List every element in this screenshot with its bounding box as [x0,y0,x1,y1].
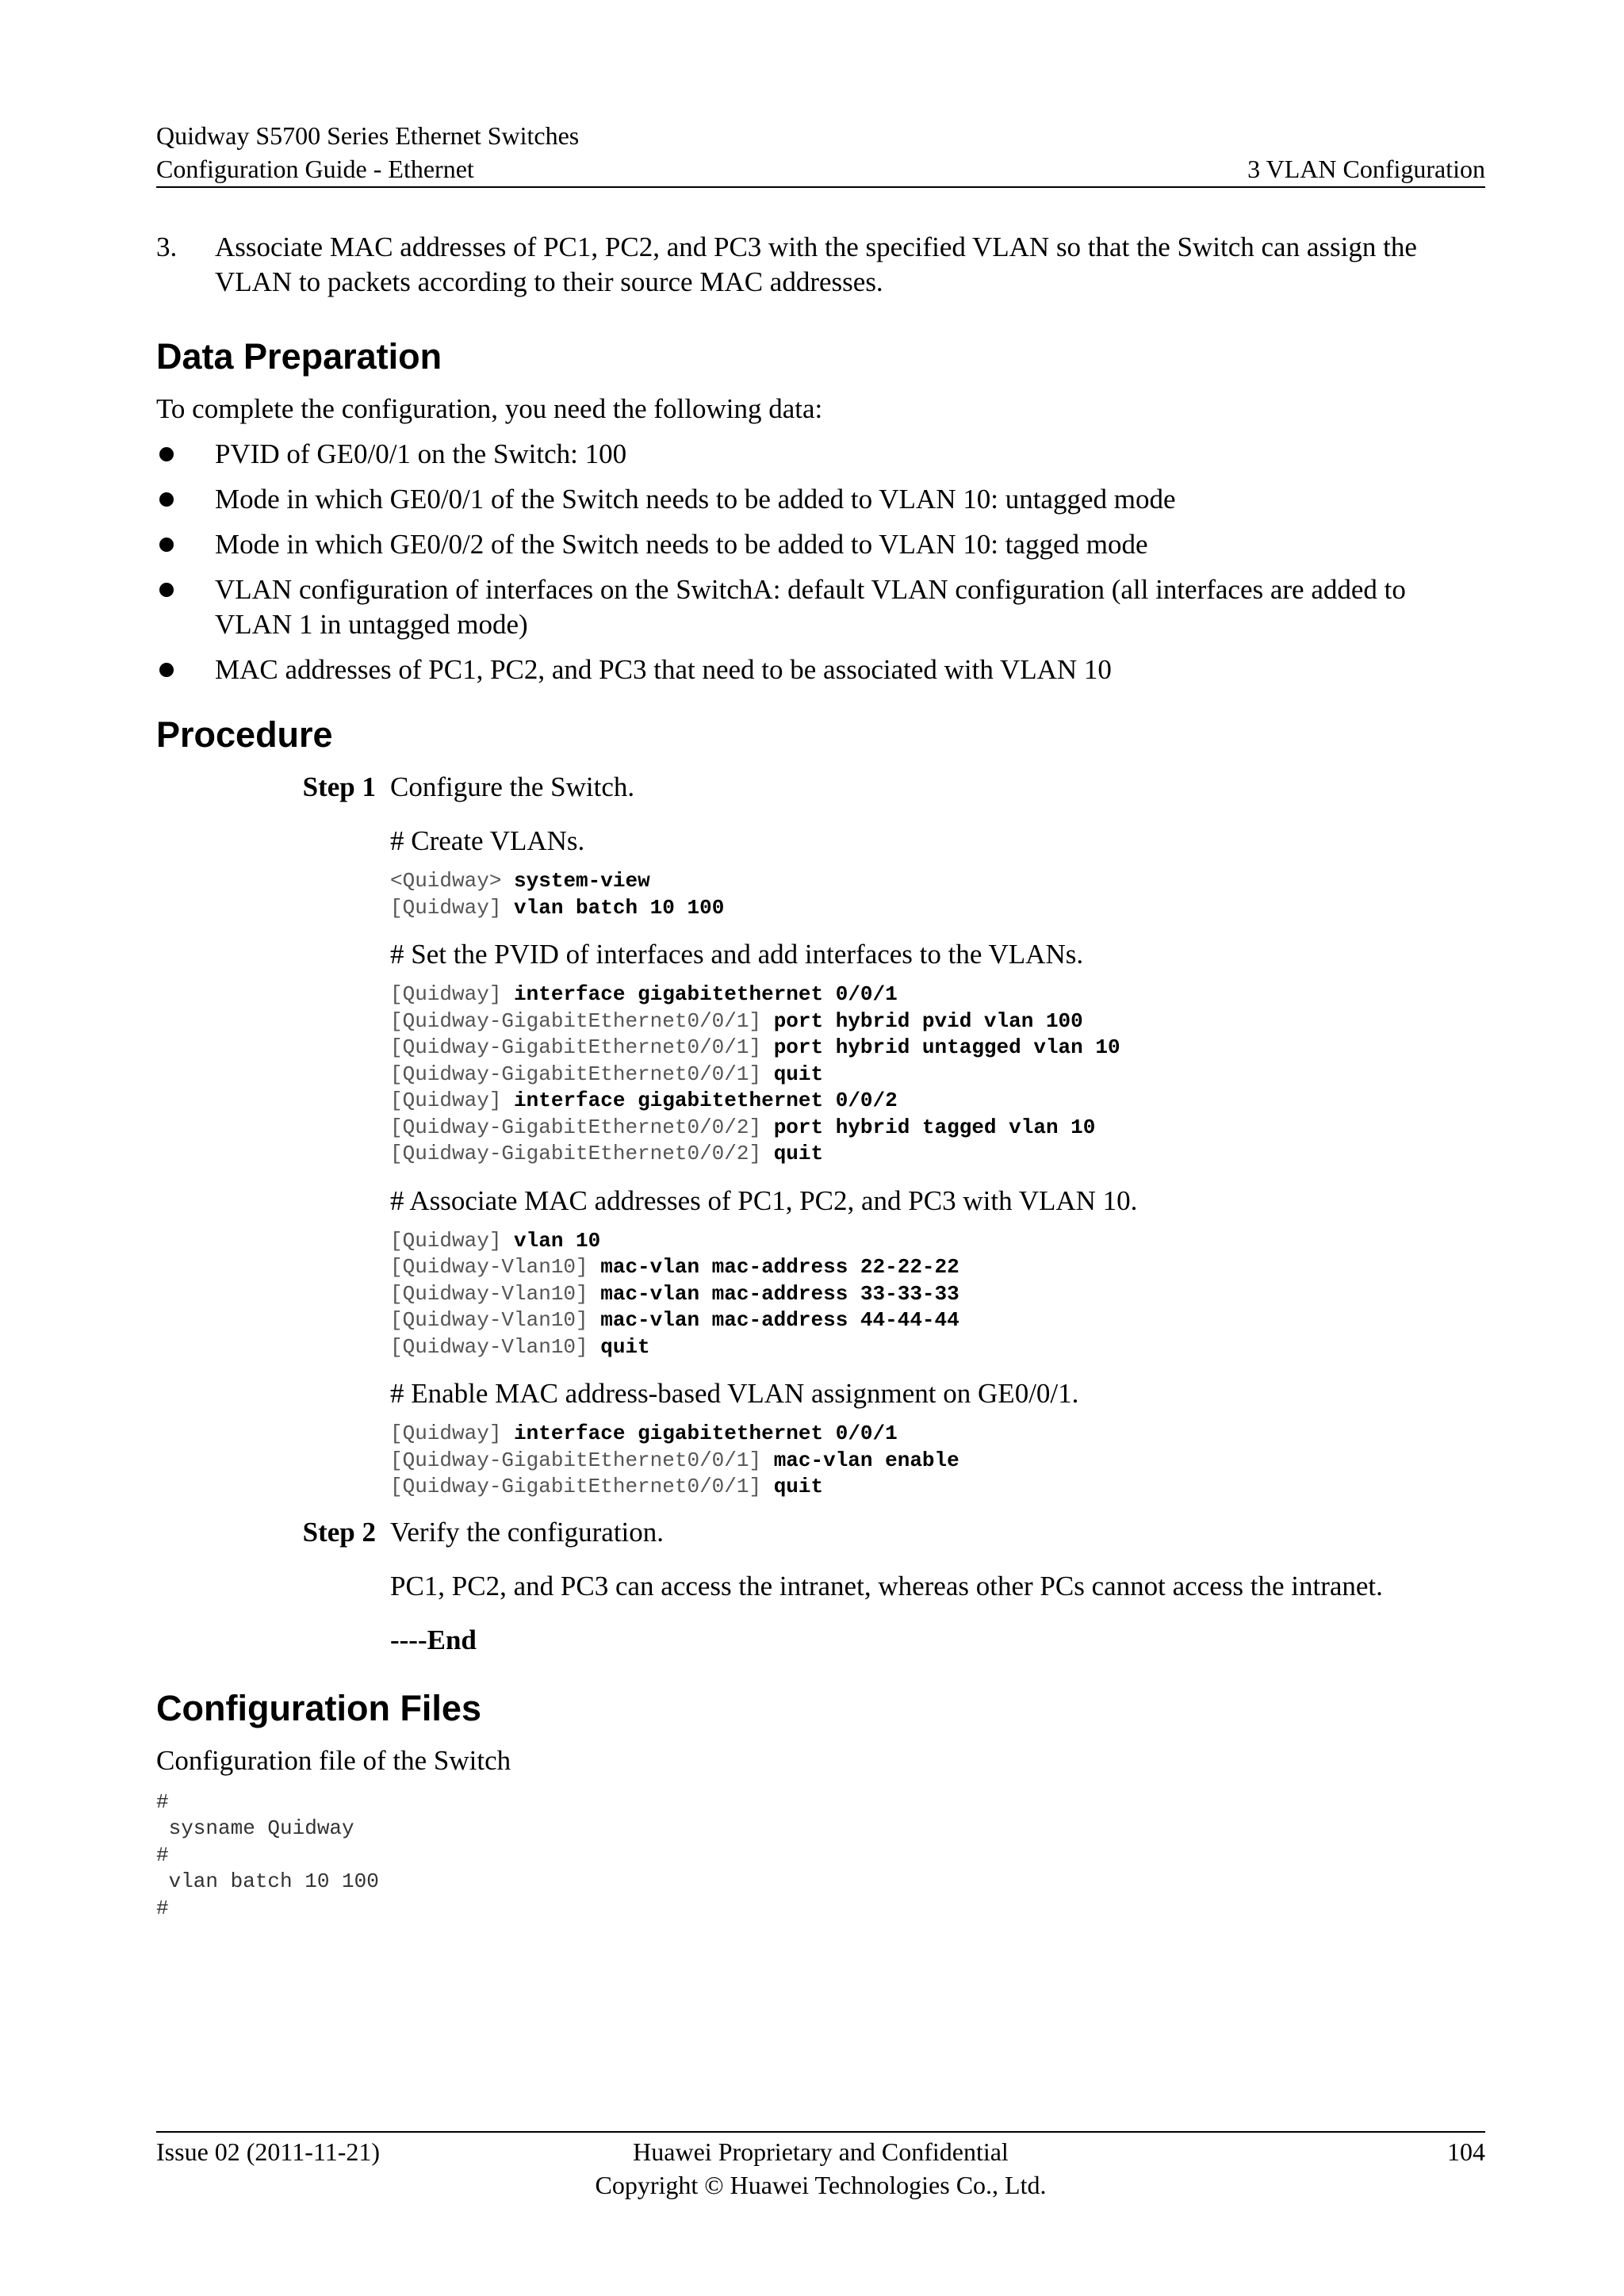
header-guide: Configuration Guide - Ethernet [156,155,474,183]
bullet-icon [159,447,174,461]
comment-enable-mac-vlan: # Enable MAC address-based VLAN assignment on GE0/0/1. [390,1378,1079,1409]
step-2-text: Verify the configuration. [390,1516,665,1548]
header-product: Quidway S5700 Series Ethernet Switches [156,121,580,150]
code-block-create-vlans: <Quidway> system-view [Quidway] vlan batch 10 100 [390,869,725,920]
heading-configuration-files: Configuration Files [156,1687,481,1728]
list-item: Mode in which GE0/0/2 of the Switch needs to be added to VLAN 10: tagged mode [156,527,1485,562]
data-prep-lead: To complete the configuration, you need the following data: [156,393,823,424]
footer-rule [156,2131,1485,2133]
code-block-associate-mac: [Quidway] vlan 10 [Quidway-Vlan10] mac-vlan mac-address 22-22-22 [Quidway-Vlan10] mac-vlan mac-address 33-33-33 [Quidway-Vlan10] mac-vlan mac-address 44-44-44 [Quidway-Vlan10] quit [390,1228,959,1359]
end-marker: ----End [390,1624,477,1655]
list-item: Mode in which GE0/0/1 of the Switch needs to be added to VLAN 10: untagged mode [156,482,1485,517]
config-file-lead: Configuration file of the Switch [156,1744,511,1776]
header-rule [156,186,1485,188]
data-prep-list [156,437,1485,687]
header-chapter: 3 VLAN Configuration [1247,155,1485,183]
bullet-icon [159,538,174,552]
page-content [156,230,1485,1922]
page-number: 104 [1447,2137,1485,2166]
heading-procedure: Procedure [156,714,333,755]
code-block-set-pvid: [Quidway] interface gigabitethernet 0/0/1 [Quidway-GigabitEthernet0/0/1] port hybrid pvid vlan 100 [Quidway-GigabitEthernet0/0/1] port hybrid untagged vlan 10 [Quidway-GigabitEthernet0/0/1] quit [Quidway] interface gigabitethernet 0/0/2 [Quidway-GigabitEthernet0/0/2] port hybrid tagged vlan 10 [Quidway-GigabitEthernet0/0/2] quit [390,982,1120,1165]
step-1-label: Step 1 [302,771,376,802]
step-2 [302,1515,1485,1658]
page-header [156,119,1485,186]
config-file-block: # sysname Quidway # vlan batch 10 100 # [156,1789,379,1920]
comment-set-pvid: # Set the PVID of interfaces and add interfaces to the VLANs. [390,939,1084,970]
step-2-result: PC1, PC2, and PC3 can access the intranet, whereas other PCs cannot access the intranet. [390,1570,1383,1601]
footer-confidential: Huawei Proprietary and Confidential [633,2137,1009,2166]
step-1-text: Configure the Switch. [390,771,635,802]
bullet-icon [159,583,174,597]
footer-copyright: Copyright © Huawei Technologies Co., Ltd. [595,2171,1047,2199]
comment-create-vlans: # Create VLANs. [390,825,585,856]
list-item: PVID of GE0/0/1 on the Switch: 100 [156,437,1485,472]
item-text: Associate MAC addresses of PC1, PC2, and PC3 with the specified VLAN so that the Switch can assign the VLAN to packets according to their source MAC addresses. [215,232,1417,297]
numbered-item [156,230,1485,300]
comment-associate-mac: # Associate MAC addresses of PC1, PC2, and PC3 with VLAN 10. [390,1184,1138,1216]
footer-issue: Issue 02 (2011-11-21) [156,2137,381,2166]
step-2-label: Step 2 [302,1516,376,1548]
item-number: 3. [156,232,178,262]
heading-data-preparation: Data Preparation [156,336,442,377]
bullet-icon [159,492,174,507]
page-footer [156,2135,1485,2202]
list-item: VLAN configuration of interfaces on the SwitchA: default VLAN configuration (all interfaces are added to VLAN 1 in untagged mode) [156,572,1485,642]
code-block-enable-mac-vlan: [Quidway] interface gigabitethernet 0/0/1 [Quidway-GigabitEthernet0/0/1] mac-vlan enable [Quidway-GigabitEthernet0/0/1] quit [390,1422,959,1498]
list-item: MAC addresses of PC1, PC2, and PC3 that need to be associated with VLAN 10 [156,652,1485,687]
step-1 [302,770,1485,1501]
bullet-icon [159,663,174,677]
